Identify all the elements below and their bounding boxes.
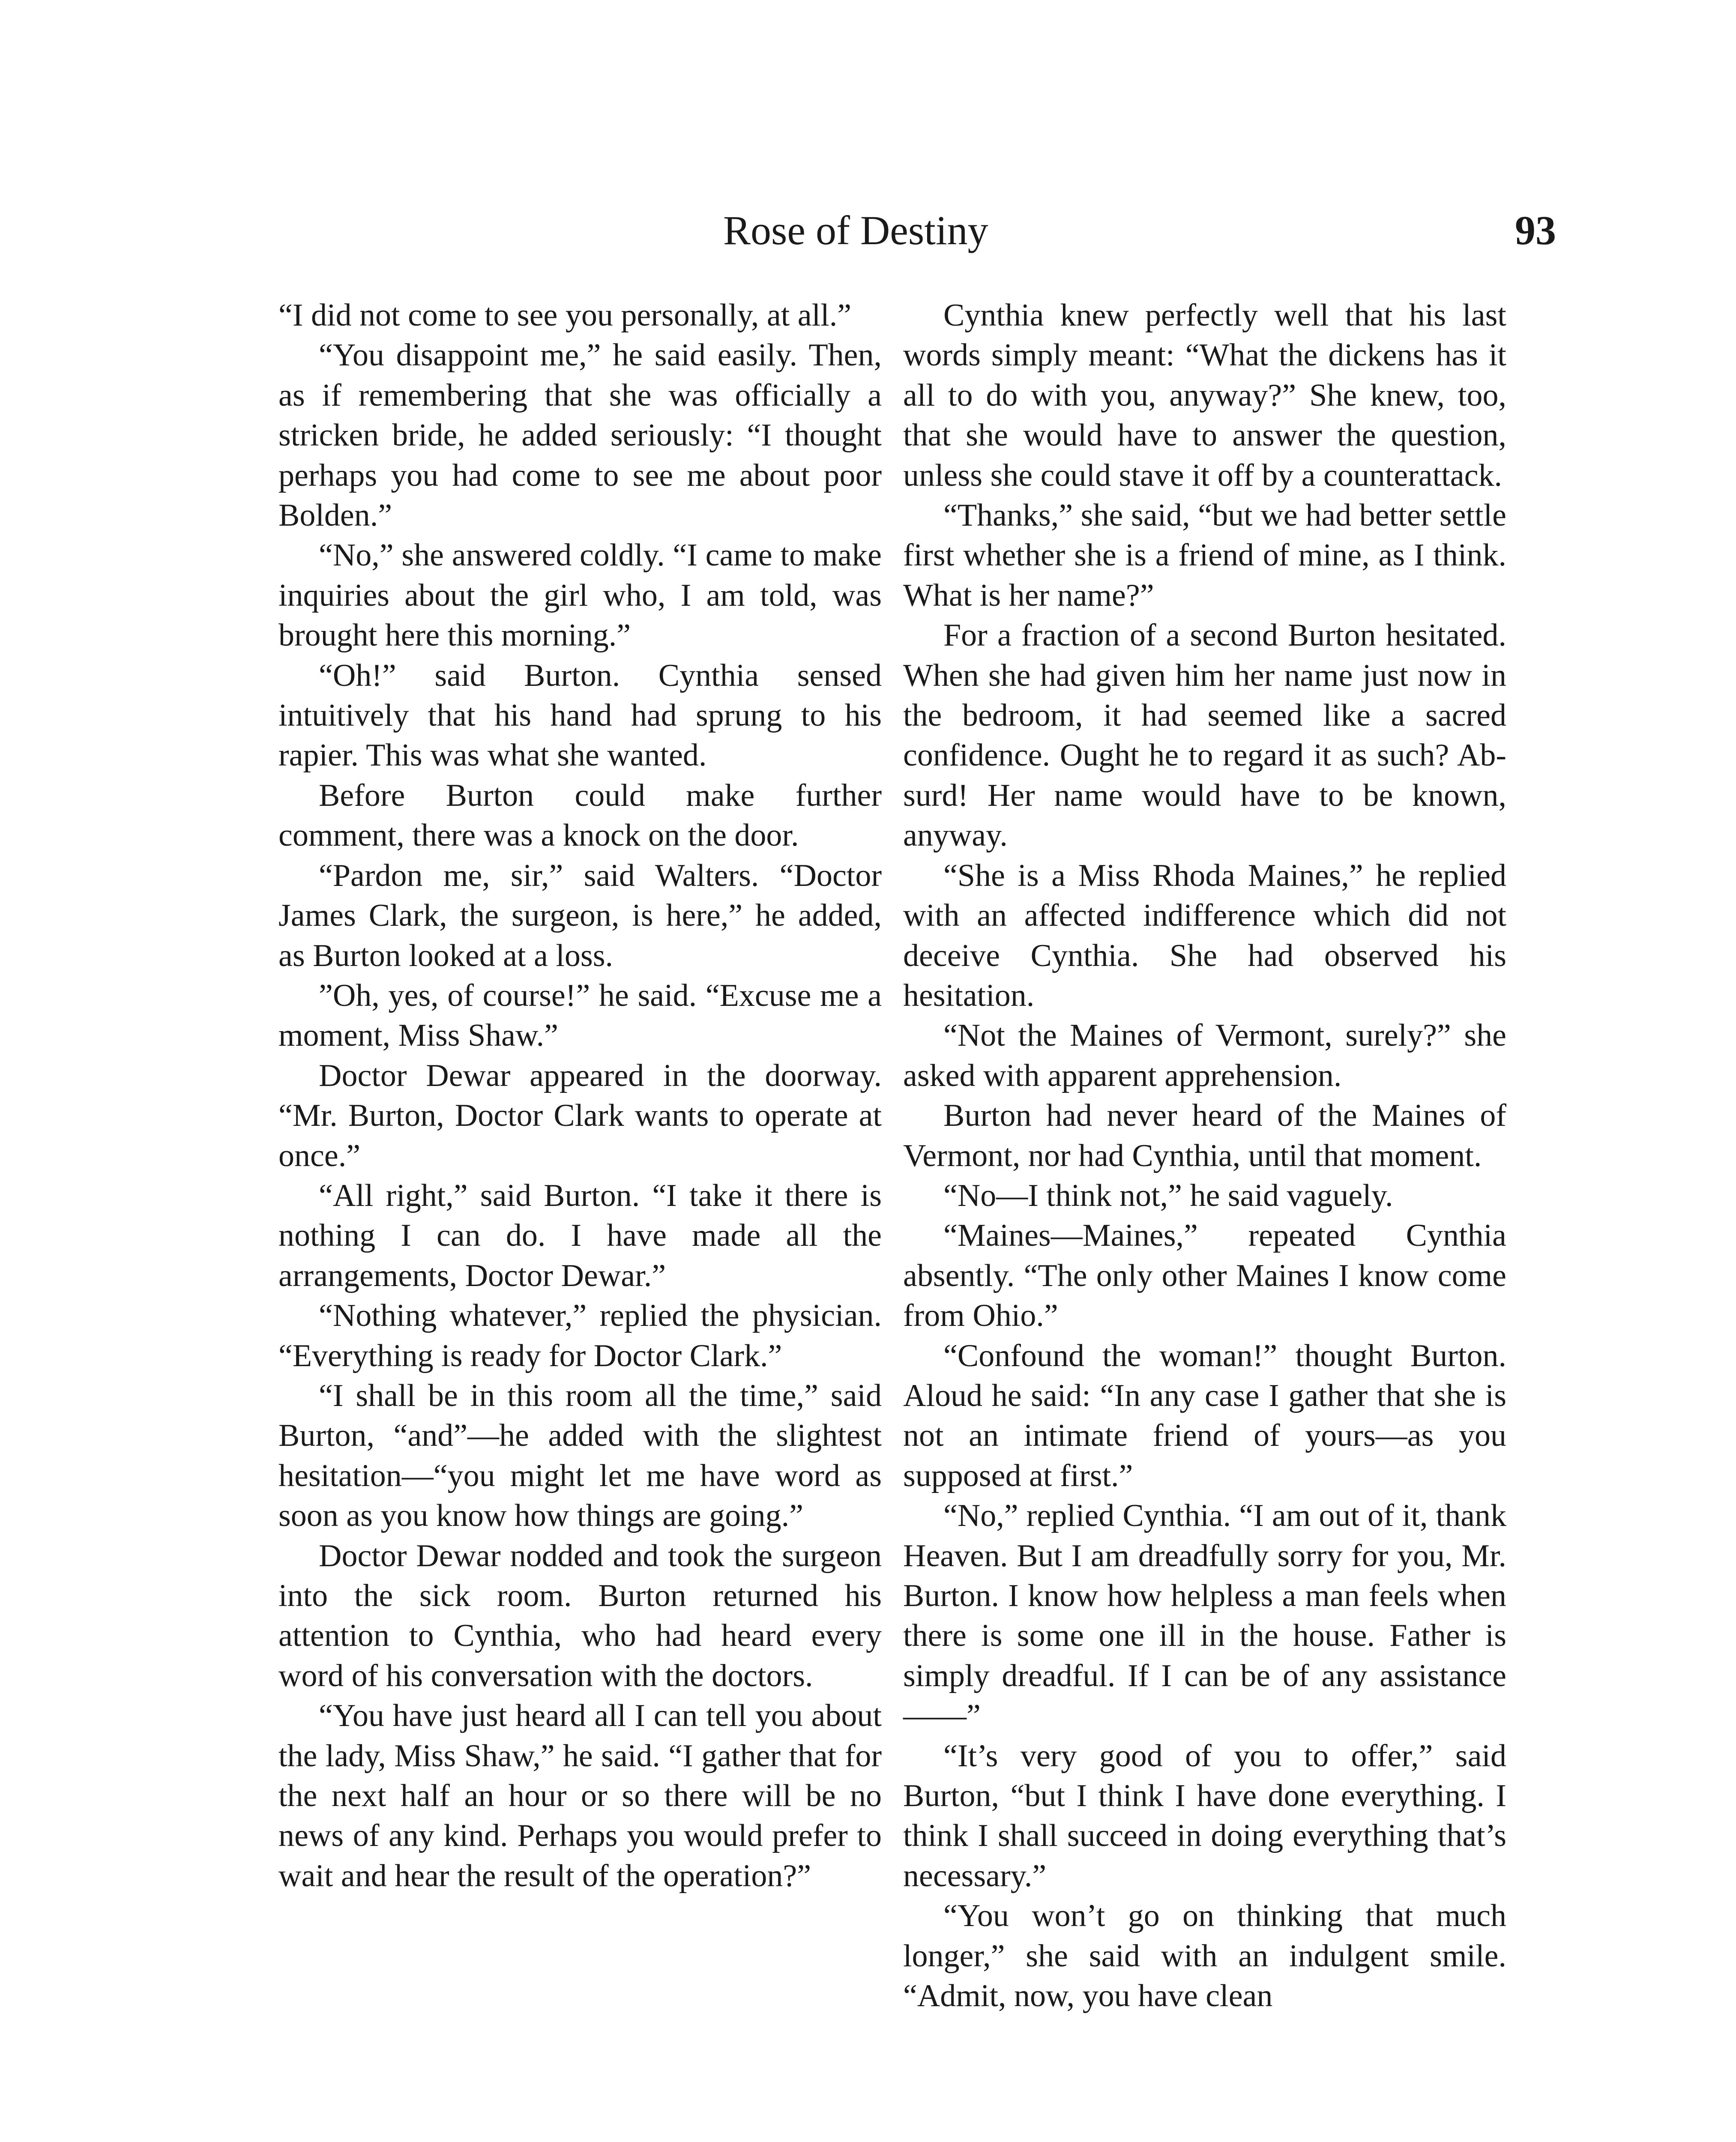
paragraph: “You won’t go on thinking that much longer,” she said with an indulgent smile. “Admit, now, you have clean — [903, 1898, 1506, 2014]
paragraph: “All right,” said Burton. “I take it there is nothing I can do. I have made all the arrangements, Doctor Dewar.” — [278, 1178, 882, 1293]
page-number: 93 — [1515, 207, 1556, 253]
paragraph: “No—I think not,” he said vaguely. — [943, 1178, 1393, 1213]
paragraph: “No,” replied Cynthia. “I am out of it, thank Heaven. But I am dreadfully sorry for you, Mr. Burton. I know how helpless a man feels when there is some one ill in the house. Father is simply dreadful. If I can be of any assistance——” — [903, 1498, 1506, 1734]
paragraph: “You have just heard all I can tell you about the lady, Miss Shaw,” he said. “I gather that for the next half an hour or so there will be no news of any kind. Perhaps you would prefer to wait and hear the result of the operation?” — [278, 1698, 882, 1894]
paragraph: Before Burton could make further comment, there was a knock on the door. — [278, 778, 882, 853]
paragraph: “You disappoint me,” he said easily. Then, as if remembering that she was officially a stricken bride, he added seriously: “I thought perhaps you had come to see me about poor Bolden.” — [278, 338, 882, 533]
text-column-left — [278, 296, 882, 1896]
text-column-right — [903, 296, 1506, 2016]
paragraph: “Nothing whatever,” replied the physician. “Everything is ready for Doctor Clark.” — [278, 1298, 882, 1373]
paragraph: “I shall be in this room all the time,” said Burton, “and”—he added with the slightest hesitation—“you might let me have word as soon as you know how things are going.” — [278, 1378, 882, 1534]
paragraph: “Pardon me, sir,” said Walters. “Doctor James Clark, the surgeon, is here,” he added, as Burton looked at a loss. — [278, 858, 882, 973]
paragraph: “It’s very good of you to offer,” said Burton, “but I think I have done everything. I think I shall succeed in doing everything that’s necessary.” — [903, 1738, 1506, 1894]
paragraph: “No,” she answered coldly. “I came to make inquiries about the girl who, I am told, was brought here this morning.” — [278, 538, 882, 653]
paragraph: Burton had never heard of the Maines of Vermont, nor had Cynthia, until that moment. — [903, 1098, 1506, 1173]
paragraph: “I did not come to see you personally, at all.” — [278, 298, 852, 333]
paragraph: Doctor Dewar appeared in the doorway. “Mr. Burton, Doctor Clark wants to operate at once.” — [278, 1058, 882, 1173]
paragraph: For a fraction of a second Burton hesitated. When she had given him her name just now in the bedroom, it had seemed like a sacred confidence. Ought he to regard it as such? Absurd! Her name would have to be known, anyway. — [903, 618, 1506, 853]
paragraph: “Confound the woman!” thought Burton. Aloud he said: “In any case I gather that she is not an intimate friend of yours—as you supposed at first.” — [903, 1338, 1506, 1493]
paragraph: “Thanks,” she said, “but we had better settle first whether she is a friend of mine, as I think. What is her name?” — [903, 498, 1506, 613]
running-head-title: Rose of Destiny — [723, 207, 988, 253]
paragraph: “Maines—Maines,” repeated Cynthia absently. “The only other Maines I know come from Ohio.” — [903, 1218, 1506, 1334]
paragraph: “She is a Miss Rhoda Maines,” he replied with an affected indifference which did not deceive Cynthia. She had observed his hesitation. — [903, 858, 1506, 1013]
paragraph: “Oh!” said Burton. Cynthia sensed intuitively that his hand had sprung to his rapier. This was what she wanted. — [278, 658, 882, 773]
paragraph: Doctor Dewar nodded and took the surgeon into the sick room. Burton returned his attention to Cynthia, who had heard every word of his conversation with the doctors. — [278, 1538, 882, 1693]
paragraph: ”Oh, yes, of course!” he said. “Excuse me a moment, Miss Shaw.” — [278, 978, 882, 1053]
paragraph: Cynthia knew perfectly well that his last words simply meant: “What the dickens has it all to do with you, anyway?” She knew, too, that she would have to answer the question, unless she could stave it off by a counterattack. — [903, 298, 1506, 493]
paragraph: “Not the Maines of Vermont, surely?” she asked with apparent apprehension. — [903, 1018, 1506, 1093]
